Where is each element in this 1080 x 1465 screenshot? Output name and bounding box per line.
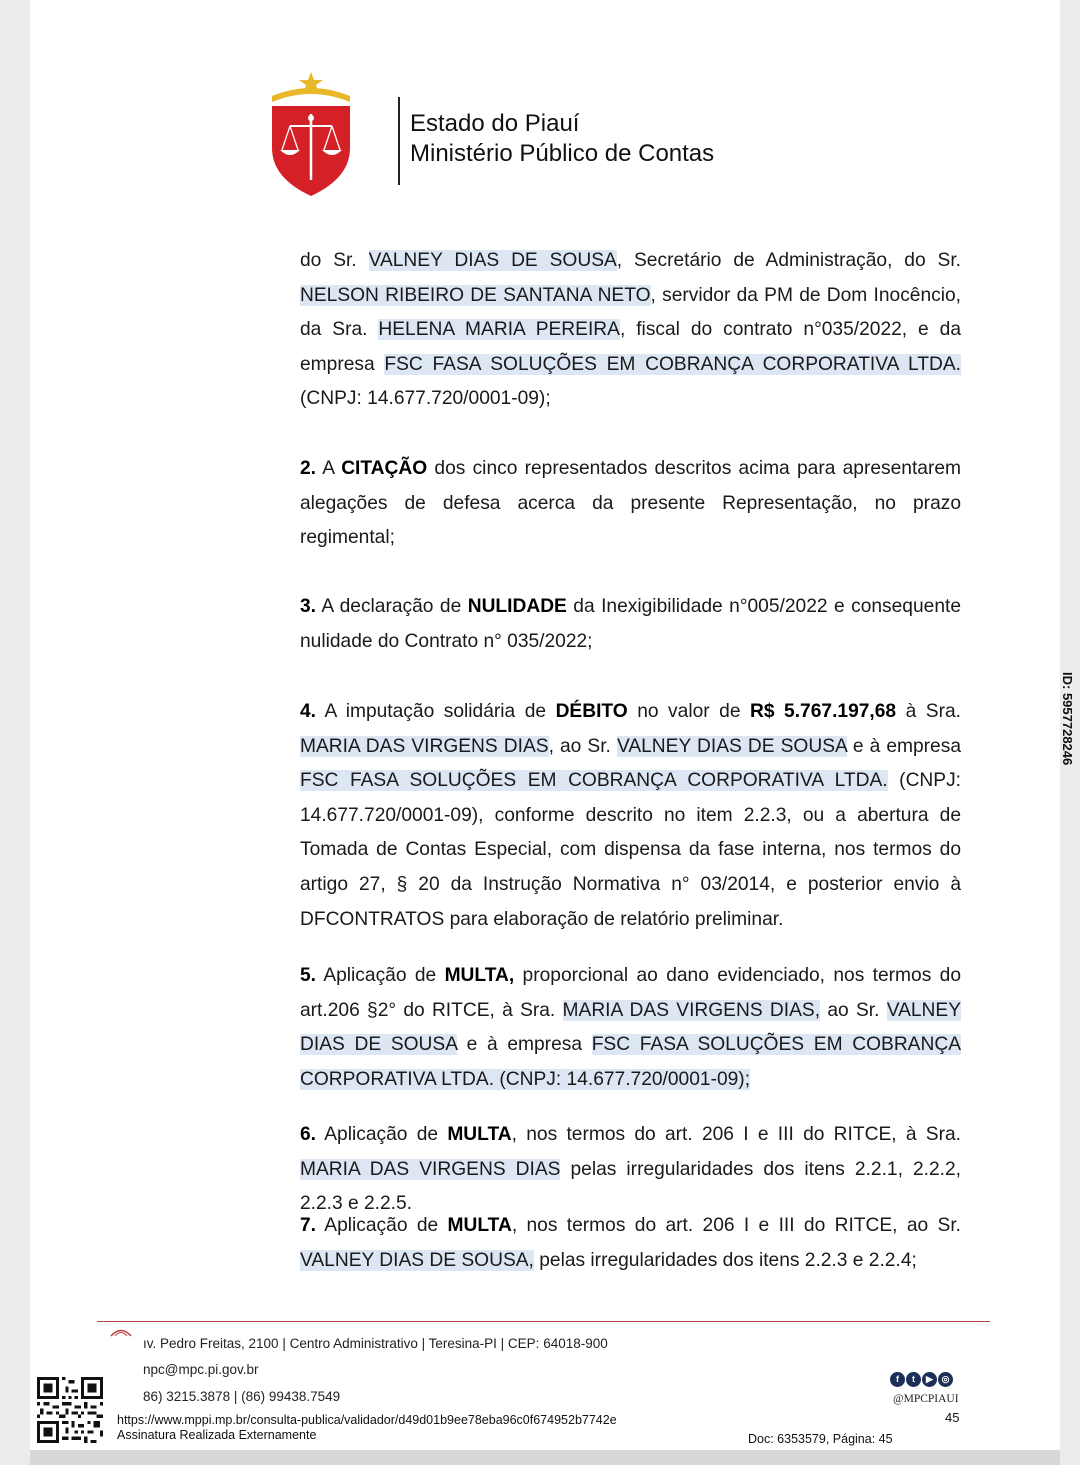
paragraph-3: 3. A declaração de NULIDADE da Inexigibilidade n°005/2022 e consequente nulidade do Contrato n° 035/2022; <box>300 596 961 652</box>
validation-url[interactable]: https://www.mppi.mp.br/consulta-publica/validador/d49d01b9ee78eba96c0f674952b7742e <box>117 1413 617 1427</box>
signature-note: Assinatura Realizada Externamente <box>117 1428 317 1442</box>
social-handle: @MPCPIAUI <box>893 1393 959 1405</box>
footer-phones: 86) 3215.3878 | (86) 99438.7549 <box>143 1389 341 1404</box>
paragraph-6: 6. Aplicação de MULTA, nos termos do art. 206 I e III do RITCE, à Sra. MARIA DAS VIRGENS DIAS pelas irregularidades dos itens 2.2.1, 2.2.2, 2.2.3 e 2.2.5. <box>300 1124 961 1215</box>
qr-code-icon[interactable] <box>37 1377 103 1443</box>
paragraph-2: 2. A CITAÇÃO dos cinco representados descritos acima para apresentarem alegações de defesa acerca da presente Representação, no prazo regimental; <box>300 458 962 549</box>
paragraph-1: do Sr. VALNEY DIAS DE SOUSA, Secretário de Administração, do Sr. NELSON RIBEIRO DE SANTANA NETO, servidor da PM de Dom Inocêncio, da Sra. HELENA MARIA PEREIRA, fiscal do contrato n°035/2022, e da empresa FSC FASA SOLUÇÕES EM COBRANÇA CORPORATIVA LTDA. (CNPJ: 14.677.720/0001-09); <box>300 250 962 410</box>
document-id: ID: 5957728246 <box>1060 672 1075 766</box>
twitter-icon[interactable]: t <box>906 1372 921 1387</box>
page-number: 45 <box>945 1410 960 1425</box>
footer-address: ıv. Pedro Freitas, 2100 | Centro Administrativo | Teresina-PI | CEP: 64018-900 <box>143 1336 608 1351</box>
mpc-shield-logo <box>268 70 354 198</box>
youtube-icon[interactable]: ▶ <box>922 1372 937 1387</box>
paragraph-5: 5. Aplicação de MULTA, proporcional ao dano evidenciado, nos termos do art.206 §2° do RITCE, à Sra. MARIA DAS VIRGENS DIAS, ao Sr. VALNEY DIAS DE SOUSA e à empresa FSC FASA SOLUÇÕES EM COBRANÇA CORPORATIVA LTDA. (CNPJ: 14.677.720/0001-09); <box>300 965 961 1090</box>
header-state: Estado do Piauí <box>410 110 580 137</box>
header-divider <box>398 97 400 185</box>
social-icons <box>890 1369 954 1387</box>
footer-email[interactable]: npc@mpc.pi.gov.br <box>143 1362 259 1377</box>
paragraph-4: 4. A imputação solidária de DÉBITO no valor de R$ 5.767.197,68 à Sra. MARIA DAS VIRGENS DIAS, ao Sr. VALNEY DIAS DE SOUSA e à empresa FSC FASA SOLUÇÕES EM COBRANÇA CORPORATIVA LTDA. (CNPJ: 14.677.720/0001-09), conforme descrito no item 2.2.3, ou a abertura de Tomada de Contas Especial, com dispensa da fase interna, nos termos do artigo 27, § 20 da Instrução Normativa n° 03/2014, e posterior envio à DFCONTRATOS para elaboração de relatório preliminar. <box>300 701 962 930</box>
footer-arc-icon <box>110 1327 132 1337</box>
header-institution: Ministério Público de Contas <box>410 140 715 167</box>
paragraph-7: 7. Aplicação de MULTA, nos termos do art. 206 I e III do RITCE, ao Sr. VALNEY DIAS DE SOUSA, pelas irregularidades dos itens 2.2.3 e 2.2.4; <box>300 1215 961 1271</box>
instagram-icon[interactable]: ◎ <box>938 1372 953 1387</box>
doc-page-info: Doc: 6353579, Página: 45 <box>748 1432 893 1446</box>
document-page <box>30 0 1075 1450</box>
page-shadow <box>30 1450 1060 1465</box>
footer-divider <box>97 1321 990 1322</box>
facebook-icon[interactable]: f <box>890 1372 905 1387</box>
